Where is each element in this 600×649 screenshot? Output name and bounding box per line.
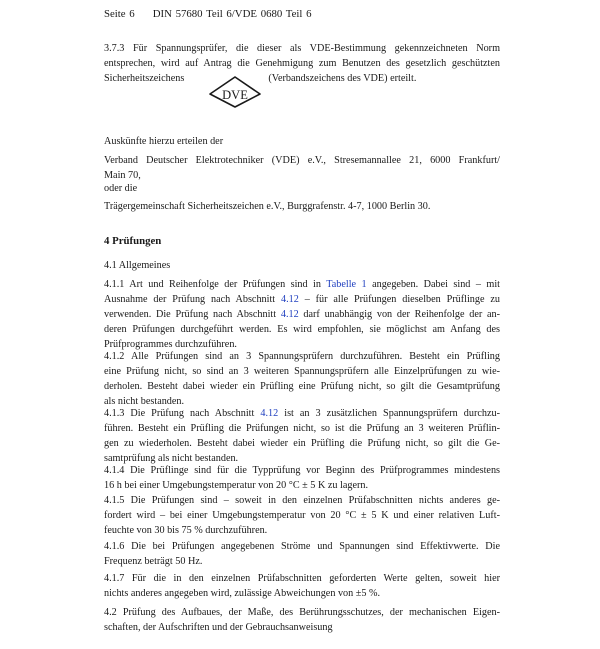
text-line: nichts anderes angegeben wird, zulässige Abweichungen von ±5 %. bbox=[104, 588, 381, 599]
contact-vde bbox=[104, 153, 500, 183]
text-line: 4.1.6 Die bei Prüfungen angegebenen Ströme und Spannungen sind Effektivwerte. Die bbox=[104, 541, 500, 552]
paragraph-4-1-1: 4.1.1 Art und Reihenfolge der Prüfungen sind in Tabelle 1 angegeben. Dabei sind – mit Ausnahme der Prüfung nach Abschnitt 4.12 – für alle Prüfungen dieselben Prüflinge zu verwenden. Die Prüfung nach Abschnitt 4.12 darf unabhängig von der Reihenfolge der an- deren Prüfungen durchgeführt werden. Es wird empfohlen, sie möglichst am Anfang des Prüfprogrammes durchzuführen. bbox=[104, 279, 500, 350]
text-line: 16 h bei einer Umgebungstemperatur von 20 °C ± 5 K zu lagern. bbox=[104, 480, 369, 491]
paragraph-4-1-7 bbox=[104, 571, 500, 601]
text-line: feuchte von 30 bis 75 % durchzuführen. bbox=[104, 525, 268, 536]
text-line: fordert wird – bei einer Umgebungstemperatur von 20 °C ± 5 K und einer relativen Luft- bbox=[104, 510, 500, 521]
contact-traegergemeinschaft: Trägergemeinschaft Sicherheitszeichen e.V., Burggrafenstr. 4-7, 1000 Berlin 30. bbox=[104, 201, 431, 212]
link-section-4-12[interactable]: 4.12 bbox=[281, 294, 299, 305]
link-section-4-12[interactable]: 4.12 bbox=[260, 408, 279, 419]
standard-title: DIN 57680 Teil 6/VDE 0680 Teil 6 bbox=[152, 8, 312, 20]
paragraph-3-7-3 bbox=[104, 41, 500, 86]
paragraph-4-1-6 bbox=[104, 539, 500, 569]
paragraph-4-1-2 bbox=[104, 349, 500, 409]
section-4-heading: 4 Prüfungen bbox=[104, 235, 162, 247]
text-line: 4.1.5 Die Prüfungen sind – soweit in den einzelnen Prüfabschnitten nichts anderes ge- bbox=[104, 495, 500, 506]
section-4-1-heading: 4.1 Allgemeines bbox=[104, 260, 171, 271]
text-line: Frequenz beträgt 50 Hz. bbox=[104, 556, 203, 567]
paragraph-4-1-5 bbox=[104, 493, 500, 538]
page-number: Seite 6 bbox=[104, 8, 135, 20]
text-line: derholen. Besteht dabei wieder ein Prüfling eine Prüfung nicht, so gilt die Gesamtprüfung bbox=[104, 381, 500, 392]
link-section-4-12[interactable]: 4.12 bbox=[280, 309, 299, 320]
text-line: gen zu wiederholen. Besteht dabei wieder ein Prüfling die Prüfung nicht, so gilt die Ge- bbox=[104, 438, 500, 449]
link-tabelle-1[interactable]: Tabelle 1 bbox=[326, 279, 367, 290]
text-line: Main 70, bbox=[104, 170, 141, 181]
text-line: 4.2 Prüfung des Aufbaues, der Maße, des Berührungsschutzes, der mechanischen Eigen- bbox=[104, 607, 500, 618]
vde-logo bbox=[207, 74, 263, 110]
text-line: deren Prüfungen durchgeführt werden. Es wird empfohlen, sie möglichst am Anfang des bbox=[104, 324, 500, 335]
text-line: schaften, der Aufschriften und der Gebrauchsanweisung bbox=[104, 622, 333, 633]
paragraph-4-1-3: 4.1.3 Die Prüfung nach Abschnitt 4.12 ist an 3 zusätzlichen Spannungsprüfern durchzu- führen. Besteht ein Prüfling die Prüfungen nicht, so ist die Prüfung an 3 weiteren Prüflin- gen zu wiederholen. Besteht dabei wieder ein Prüfling die Prüfung nicht, so gilt die Ge- samtprüfung als nicht bestanden. bbox=[104, 408, 500, 464]
text-line: entsprechen, wird auf Antrag die Genehmigung zum Benutzen des gesetzlich geschützten bbox=[104, 58, 500, 69]
text-line: samtprüfung als nicht bestanden. bbox=[104, 453, 239, 464]
paragraph-4-1-4 bbox=[104, 463, 500, 493]
text-line: (Verbandszeichens des VDE) erteilt. bbox=[268, 73, 417, 84]
text-line: führen. Besteht ein Prüfling die Prüfungen nicht, so ist die Prüfung an 3 weiteren Prüflin- bbox=[104, 423, 500, 434]
section-4-2-heading bbox=[104, 605, 500, 635]
text-line: 3.7.3 Für Spannungsprüfer, die dieser als VDE-Bestimmung gekennzeichneten Norm bbox=[104, 43, 500, 54]
vde-logo-text: DVE bbox=[222, 88, 248, 102]
text-line: eine Prüfung nicht, so sind an 3 weiteren Spannungsprüfern alle Einzelprüfungen zu wie- bbox=[104, 366, 500, 377]
contact-intro: Auskünfte hierzu erteilen der bbox=[104, 136, 224, 147]
text-line: 4.1.7 Für die in den einzelnen Prüfabschnitten geforderten Werte gelten, soweit hier bbox=[104, 573, 500, 584]
text-line: Sicherheitszeichens bbox=[104, 73, 185, 84]
text-line: als nicht bestanden. bbox=[104, 396, 185, 407]
text-line: Verband Deutscher Elektrotechniker (VDE) e.V., Stresemannallee 21, 6000 Frankfurt/ bbox=[104, 155, 500, 166]
text-line: 4.1.4 Die Prüflinge sind für die Typprüfung vor Beginn des Prüfprogrammes mindestens bbox=[104, 465, 500, 476]
contact-or: oder die bbox=[104, 183, 138, 194]
page-header bbox=[104, 7, 500, 22]
text-line: Prüfprogrammes durchzuführen. bbox=[104, 339, 237, 350]
text-line: 4.1.2 Alle Prüfungen sind an 3 Spannungsprüfern durchzuführen. Besteht ein Prüfling bbox=[104, 351, 500, 362]
